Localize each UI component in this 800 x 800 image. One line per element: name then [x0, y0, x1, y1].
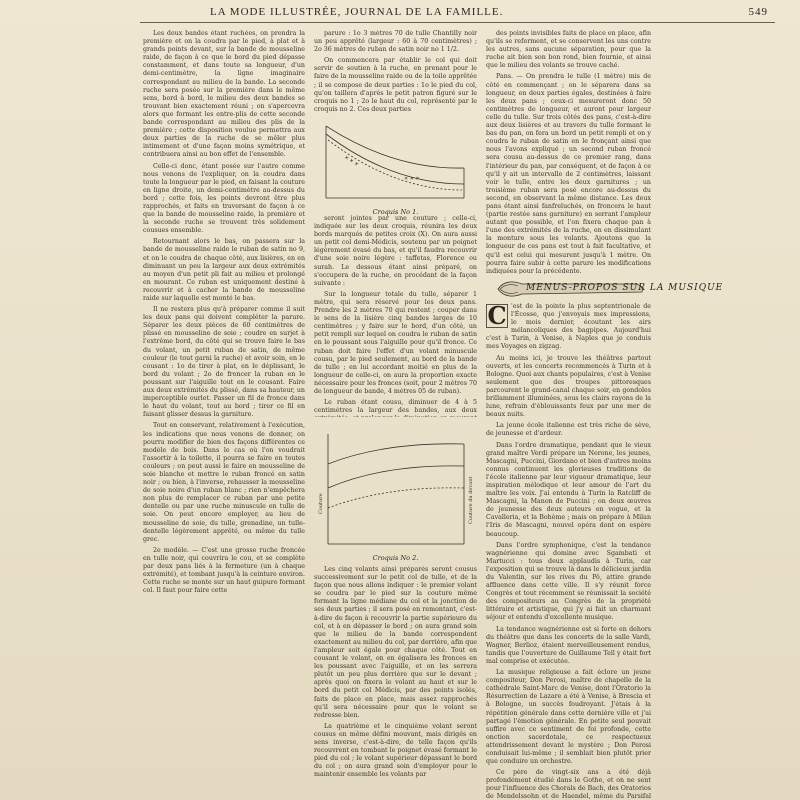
paragraph: Celle-ci donc, étant posée sur l'autre comme nous venons de l'expliquer, on la coudra dans toute la longueur par le pied, en faisant la couture en ligne droite, un demi-centimètre au-dessus du bord ; cette fois, les points devront être plus rapprochés, et faits en traversant de façon à ce que la bande de mousseline raide, la première et la seconde ruche se trouvent très solidement cousues ensemble.	[143, 162, 305, 235]
figure-label-left: Couture	[318, 493, 324, 514]
paragraph: La quatrième et le cinquième volant seront cousus en même défini mouvant, mais dirigés en sens inverse, c'est-à-dire, de telle façon qu'ils recouvrent en tombant le poignet évasé formant le pied du col ; le volant supérieur dépassant le bord du col ; on aura grand soin d'employer pour le maintenir ensemble les volants par	[314, 722, 477, 779]
column-2-bottom	[314, 566, 477, 800]
figure-caption: Croquis No 2.	[372, 554, 419, 562]
column-2-top	[314, 30, 477, 116]
paragraph: Ce père de vingt-six ans a été déjà profondément étudié dans le Gothe, et on ne sent pour l'influence des Chorals de Bach, des Oratorios de Mendelssohn et de Haendel, même du Parsifal	[486, 769, 651, 800]
journal-title: LA MODE ILLUSTRÉE, JOURNAL DE LA FAMILLE.	[210, 6, 504, 18]
paragraph: Pans. — On prendra le tulle (1 mètre) mis de côté en commençant ; on le séparera dans sa longueur, en deux parties égales, destinées à faire les deux pans ; ceux-ci mesureront donc 50 centimètres de longueur, et auront pour largeur celle du tulle. Sur trois côtés des pans, c'est-à-dire aux deux lisières et au travers du tulle formant le bas du pan, on fera un bord un petit rempli et on y coudra le ruban de satin en le fronçant ainsi que nous l'avons expliqué ; un second ruban froncé sera cousu au-dessus de ce premier rang, dans l'intérieur du pan, par conséquent, et de façon à ce qu'il y ait un intervalle de 2 centimètres, laissant voir le tulle, entre les deux garnitures ; un troisième ruban sera posé encore au-dessus du second, en observant la même distance. Les deux pans étant ainsi fanfreluchés, on froncera le haut (partie restée sans garniture) en serrant l'ampleur autant que possible, et l'on fixera chaque pan à l'une des extrémités de la ruche, en en dissimulant la monture sous les volants. Ajoutons que la longueur de ces pans est tout à fait facultative, et qu'il est celui qui mesurent jusqu'à 1 mètre. On pourra faire subir à cette parure les modifications indiquées pour la précédente.	[486, 73, 651, 274]
column-3-bottom	[486, 303, 651, 800]
figure-croquis-1	[314, 118, 477, 216]
paragraph: Tout en conservant, relativement à l'exécution, les indications que nous venons de donner, on pourra modifier de bien des façons différentes ce modèle de bois. Dans le cas où l'on voudrait l'assortir à la toilette, il pourra se faire en toutes couleurs ; on peut aussi le faire en mousseline de soie blanche et mettre le ruban froncé en satin noir ; ou bien, à l'inverse, rehausser la mousseline de soie noire d'un ruban blanc ; rien n'empêchera non plus de remplacer ce ruban par une petite dentelle ou par une ruche minuscule en tulle de soie. On peut encore employer, au lieu de mousseline de soie, du tulle, grenadine, un tulle-dentelle légèrement apprêté, ou même du tulle grec.	[143, 422, 305, 543]
paragraph: des points invisibles faits de place en place, afin qu'ils se referment, et se conservent les uns contre les autres, sans aucune séparation, pour que la ruche ait bien son bon rond, bien fournie, et ainsi que le milieu des volants se trouve caché.	[486, 30, 651, 70]
svg-text:✕ ✕ ✕: ✕ ✕ ✕	[404, 176, 420, 182]
paragraph	[486, 303, 651, 352]
column-2-middle	[314, 215, 477, 417]
paragraph-text: 'est de la pointe la plus septentrionale de l'Écosse, que j'envoyais mes impressions, le mois dernier, écoutant les airs mélancoliques des bagpipes. Aujourd'hui c'est à Turin, à Venise, à Naples que je conduis mes Voyages en zigzag.	[486, 303, 651, 351]
figure-croquis-2	[314, 424, 477, 562]
paragraph: Retournant alors le bas, on passera sur la bande de mousseline raide le ruban de satin no 9, et on le coudra de chaque côté, aux lisières, en en diminuant un peu la largeur aux deux extrémités au moyen d'un petit pli fait au milieu et prolongé en mourant. Ce ruban est uniquement destiné à recouvrir et à cacher la bande de mousseline raide sur laquelle est monté le bas.	[143, 238, 305, 302]
paragraph: La jeune école italienne est très riche de sève, de jeunesse et d'ardeur.	[486, 422, 651, 438]
paragraph: parure : 1o 3 mètres 70 de tulle Chantilly noir un peu apprêté (largeur : 60 à 70 centimètres) ; 2o 36 mètres de ruban de satin noir no 1 1/2.	[314, 30, 477, 54]
drop-cap: C	[487, 303, 507, 330]
figure-label-right: Couture du devant	[468, 476, 474, 524]
paragraph: La tendance wagnérienne est si forte en dehors du théâtre que dans les concerts de la salle Vardi, Wagner, Berlioz, étaient merveilleusement rendus, tandis que l'ouverture de Guillaume Tell y était fort mal comprise et exécutée.	[486, 625, 651, 665]
croquis-2-drawing	[314, 424, 477, 554]
figure-caption: Croquis No 1.	[372, 208, 419, 216]
paragraph: On commencera par établir le col qui doit servir de soutien à la ruche, en prenant pour le faire de la mousseline raide ou de la toile apprêtée ; il se compose de deux parties : 1o le pied du col, qu'on taillera d'après le petit patron figuré sur le croquis no 1 ; 2o le haut du col, représenté par le croquis no 2. Ces deux parties	[314, 57, 477, 113]
paragraph: La musique religieuse a fait éclore un jeune compositeur, Don Perosi, maître de chapelle de la cathédrale Saint-Marc de Venise, dont l'Oratorio la Résurrection de Lazare a été à Venise, à Brescia et à Bologne, un succès foudroyant. J'étais à la répétition générale dans cette dernière ville et j'ai partagé l'émotion générale. En petite seul pouvait suffire avec ce sentiment de foi profonde, cette onction sacerdotale, ce respectueux attendrissement devant le mystère ; Don Perosi conduisait lui-même ; il semblait bien plutôt prier que conduire un orchestre.	[486, 669, 651, 766]
header-rule	[140, 22, 775, 23]
section-banner	[496, 278, 724, 300]
column-3-top	[486, 30, 651, 274]
paragraph: Au moins ici, je trouve les théâtres partout ouverts, et les concerts recommencés à Turin et à Bologne. Quoi aux chants populaires, c'est à Venise seulement que des troupes pittoresques parcourent le grand-canal chaque soir, en gondoles brillamment illuminées, sous les clairs rayons de la lune, refrain d'éblouissants feux par une mer de beaux nuits.	[486, 354, 651, 419]
page-number: 549	[748, 6, 768, 18]
paragraph: 2e modèle. — C'est une grosse ruche froncée en tulle noir, qui couvrira le cou, et se complète par deux pans liés à la fermeture (un à chaque extrémité), et tombant jusqu'à la ceinture environ. Cette ruche se monte sur un haut guipure formant col. Il faut pour faire cette	[143, 546, 305, 595]
paragraph: Les deux bandes étant ruchées, on prendra la première et on la coudra par le pied, à plat et à grands points devant, sur la bande de mousseline raide, de façon à ce que le bord du pied dépasse constamment, et dans toute sa longueur, d'un demi-centimètre, la ligne imaginaire correspondant au milieu de la bande. La seconde ruche sera posée sur la première dans le même sens, bord à bord, le milieu des deux bandes se trouvant bien exactement réuni ; on s'apercevra alors que formant les entre-plis de cette seconde bande correspondant au milieu des plis de la première ; cette disposition voulue permettra aux deux parties de la ruche de se mêler plus intimement et d'une façon moins symétrique, et contribuera ainsi au bon effet de l'ensemble.	[143, 30, 305, 159]
paragraph: Il ne restera plus qu'à préparer comme il suit les deux pans qui doivent compléter la parure. Séparer les deux pièces de 60 centimètres de plissé en mousseline de soie ; coudre en surjet à l'extrême bord, du côté qui se trouve faire le bas du volant, un petit ruban de satin, de même couleur (le tout garni la ruche) et avoir soin, en le cousant : 1o de tirer à plat, en le déplissant, le bord du volant ; 2o de froncer la ruban en le poussant sur l'aiguille tout en le cousant. Faire aux deux extrémités du plissé, dans sa hauteur, un imperceptible ourlet. Passer un fil de fronce dans le haut du volant, tout au bord ; tirer ce fil en faisant glisser dessus la garniture.	[143, 306, 305, 419]
svg-text:✕ ✕ ✕: ✕ ✕ ✕	[342, 154, 360, 169]
paragraph: Dans l'ordre dramatique, pendant que le vieux grand maître Verdi prépare un Nerone, les jeunes, Mascagni, Puccini, Giordano et bien d'autres moins connus continuent les glorieuses traditions de l'école italienne par leur vigueur dramatique, leur inspiration mélodique et leur amour de l'art du maître les voix. J'ai entendu à Turin la Ratcliff de Mascagni, la Manon de Puccini ; on deux œuvres de jeunesse des deux auteurs en vogue, et la Cavalleria, et la Bohème ; mais on prépare à Milan l'Iris de Mascagni, nouvel opéra dont on espère beaucoup.	[486, 441, 651, 538]
page-header	[140, 6, 780, 22]
paragraph: Dans l'ordre symphonique, c'est la tendance wagnérienne qui domine avec Sgambati et Martucci : tous deux applaudis à Turin, car l'exposition qui se trouve là dans le délicieux jardin du Valentin, sur les rives du Pô, attire grande affluence dans cette ville. Il s'y réunit force Congrès et tout récemment se réunissait la société des compositeurs au Congrès de la propriété littéraire et artistique, qui j'y ai fait un charmant séjour et entendu d'excellente musique.	[486, 541, 651, 622]
paragraph: Les cinq volants ainsi préparés seront cousus successivement sur le petit col de tulle, et de la façon que nous allons indiquer : le premier volant se coudra par le pied sur la couture même formant la ligne médiane du col et la jonction de ses deux parties ; il sera posé en remontant, c'est-à-dire de façon à recouvrir la partie supérieure du col, et à en dépasser le bord ; on aura grand soin que le milieu de la bande correspondent exactement au milieu du col, par derrière, afin que l'ampleur soit égale pour chaque côté. Tout en cousant le volant, on en égalisera les fronces en les poussant avec l'aiguille, et on les serrera plutôt un peu plus derrière que sur le devant ; après quoi on fixera le volant au haut et sur le bord du petit col Médicis, par des points isolés, faits de place en place, mais assez rapprochés qu'il sera nécessaire pour que le volant se redresse bien.	[314, 566, 477, 719]
paragraph: Sur la longueur totale du tulle, séparer 1 mètre, qui sera réservé pour les deux pans. Prendre les 2 mètres 70 qui restent ; couper dans le sens de la lisière cinq bandes larges de 10 centimètres ; y faire sur le bord, d'un côté, un petit rempli sur lequel on coudra le ruban de satin en le poussant sous l'aiguille pour qu'il fronce. Ce ruban doit faire l'effet d'un volant minuscule cousu, par le pied seulement, au bord de la bande de tulle ; en lui accordant moitié en plus de la longueur de celle-ci, on aura la proportion exacte nécessaire pour les fronces (soit, pour 2 mètres 70 de longueur de bande, 4 mètres 05 de ruban).	[314, 290, 477, 395]
banner-title: MENUS-PROPOS SUR LA MUSIQUE	[526, 283, 724, 293]
paragraph: seront jointes par une couture ; celle-ci, indiquée sur les deux croquis, réunira les deux bords marqués de petites croix (X). On aura aussi un petit col demi-Médicis, soutenu par un poignet légèrement évasé du bas, et qu'il faudra recouvrir d'une soie noire légère : taffetas, Florence ou surah. Le dessous étant ainsi préparé, on s'occupera de la ruche, en procédant de la façon suivante :	[314, 215, 477, 287]
croquis-1-drawing	[314, 118, 477, 208]
column-1	[143, 30, 305, 800]
paragraph: Le ruban étant cousu, diminuer de 4 à 5 centimètres la largeur des bandes, aux deux	[314, 399, 477, 415]
